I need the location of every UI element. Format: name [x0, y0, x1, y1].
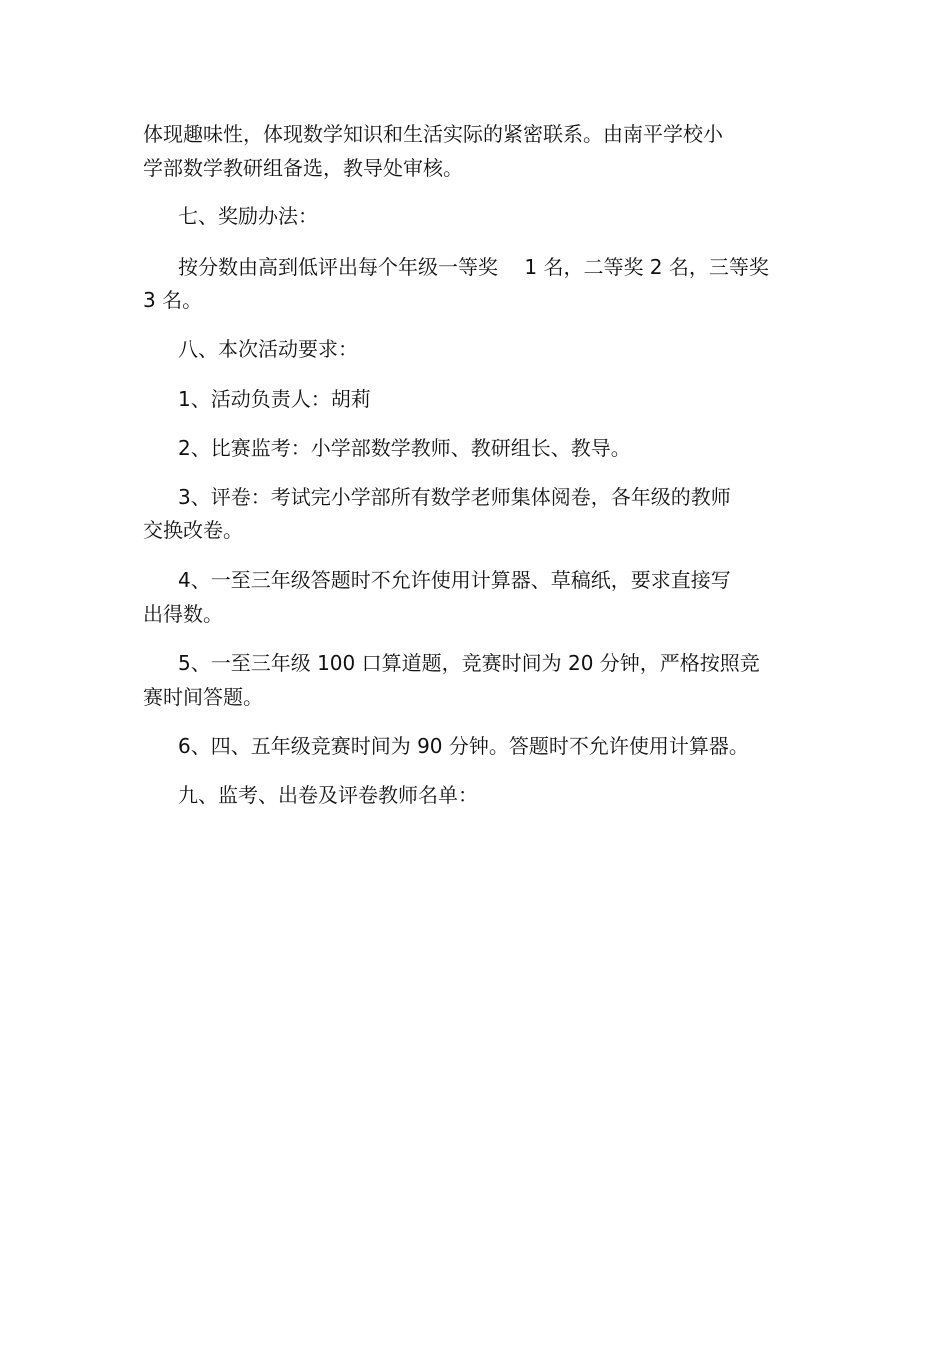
section-heading-requirements: 八、本次活动要求： — [178, 337, 358, 361]
requirement-item-4-line-1: 4、一至三年级答题时不允许使用计算器、草稿纸，要求直接写 — [178, 568, 731, 592]
requirement-item-3-line-2: 交换改卷。 — [143, 518, 243, 542]
requirement-item-4-line-2: 出得数。 — [143, 602, 223, 626]
reward-line-1: 按分数由高到低评出每个年级一等奖 1 名，二等奖 2 名，三等奖 — [178, 255, 769, 279]
requirement-item-3-line-1: 3、评卷：考试完小学部所有数学老师集体阅卷，各年级的教师 — [178, 485, 731, 509]
reward-line-2: 3 名。 — [143, 288, 203, 312]
requirement-item-5-line-1: 5、一至三年级 100 口算道题，竞赛时间为 20 分钟，严格按照竞 — [178, 651, 760, 675]
section-heading-reward: 七、奖励办法： — [178, 204, 318, 228]
requirement-item-5-line-2: 赛时间答题。 — [143, 685, 263, 709]
paragraph-line-1: 体现趣味性，体现数学知识和生活实际的紧密联系。由南平学校小 — [143, 122, 723, 146]
requirement-item-2: 2、比赛监考：小学部数学教师、教研组长、教导。 — [178, 436, 631, 460]
requirement-item-6: 6、四、五年级竞赛时间为 90 分钟。答题时不允许使用计算器。 — [178, 734, 749, 758]
paragraph-line-2: 学部数学教研组备选，教导处审核。 — [143, 156, 463, 180]
section-heading-teachers: 九、监考、出卷及评卷教师名单： — [178, 783, 478, 807]
requirement-item-1: 1、活动负责人：胡莉 — [178, 387, 371, 411]
